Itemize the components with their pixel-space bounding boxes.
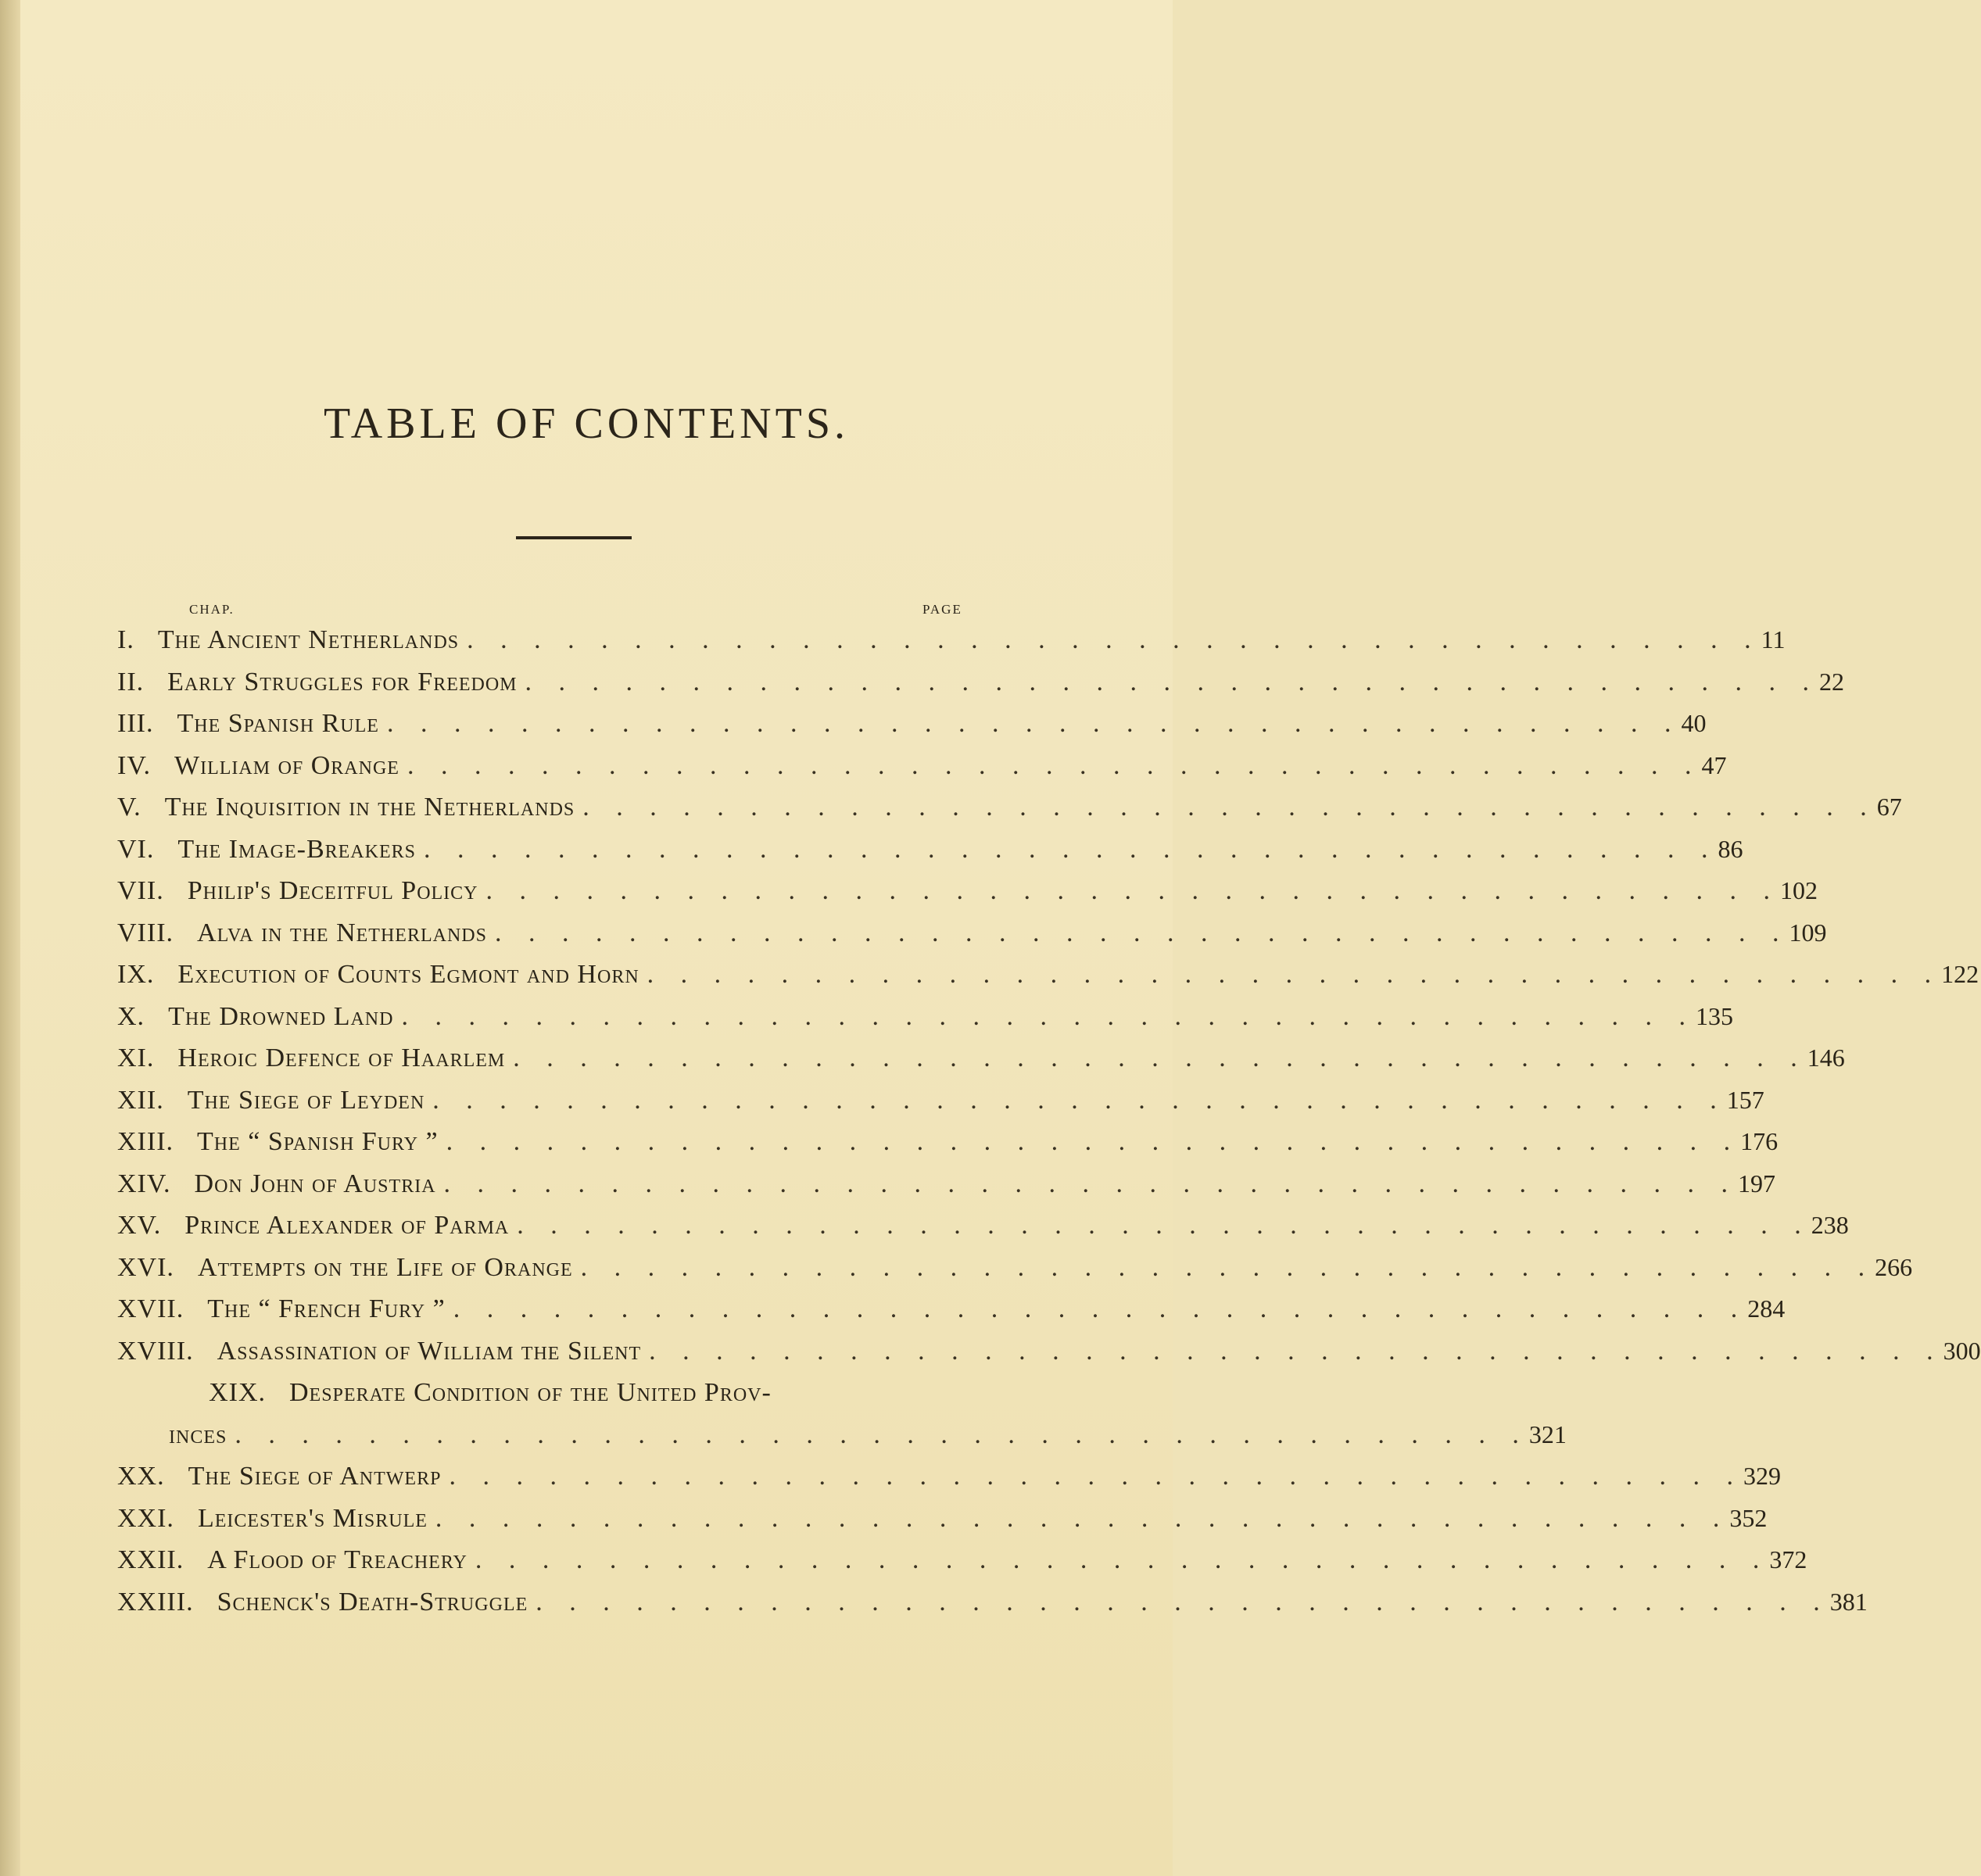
chapter-number: XIII. xyxy=(117,1127,174,1156)
chapter-title: William of Orange xyxy=(174,750,399,780)
chapter-title: Attempts on the Life of Orange xyxy=(197,1252,573,1282)
table-of-contents xyxy=(117,625,1981,1629)
page-number: 146 xyxy=(1807,1044,1845,1072)
page-number: 67 xyxy=(1876,793,1902,821)
chapter-title-cell xyxy=(207,1294,1747,1324)
page-number: 381 xyxy=(1829,1587,1868,1616)
toc-entry xyxy=(117,1336,1981,1379)
chapter-title: Schenck's Death-Struggle xyxy=(217,1587,528,1616)
chapter-number: III. xyxy=(117,709,154,738)
chapter-title-cell xyxy=(198,1253,1875,1283)
page-title: TABLE OF CONTENTS. xyxy=(324,399,849,448)
chapter-title: The Spanish Rule xyxy=(177,709,379,738)
chapter-number: II. xyxy=(117,667,145,696)
chapter-title: The Ancient Netherlands xyxy=(157,625,460,654)
chapter-title-cell xyxy=(188,876,1780,906)
chapter-number: V. xyxy=(117,793,142,822)
chapter-title-cell xyxy=(177,960,1941,990)
page-number: 372 xyxy=(1769,1545,1807,1573)
dot-leader: . . . . . . . . . . . . . . . . . . . . . . . . . . . . . . . . . . . . . . . xyxy=(494,918,1789,947)
dot-leader: . . . . . . . . . . . . . . . . . . . . . . . . . . . . . . . . . . . . . . . xyxy=(513,1044,1807,1072)
dot-leader: . . . . . . . . . . . . . . . . . . . . . . . . . . . . . . . . . . . . . . . xyxy=(449,1462,1743,1491)
dot-leader: . . . . . . . . . . . . . . . . . . . . . . . . . . . . . . . . . . . . . . . xyxy=(432,1085,1727,1115)
page-number: 40 xyxy=(1681,709,1707,737)
toc-entry xyxy=(117,834,1743,877)
dot-leader: . . . . . . . . . . . . . . . . . . . . . . . . . . . . . . . . . . . . . . . xyxy=(386,709,1682,738)
page-number: 47 xyxy=(1701,750,1727,779)
chapter-title: Heroic Defence of Haarlem xyxy=(177,1044,506,1072)
dot-leader: . . . . . . . . . . . . . . . . . . . . . . . . . . . . . . . . . . . . . . . xyxy=(235,1420,1529,1449)
toc-entry xyxy=(117,1545,1807,1588)
page-number: 11 xyxy=(1761,625,1786,653)
dot-leader: . . . . . . . . . . . . . . . . . . . . . . . . . . . . . . . . . . . . . . . xyxy=(580,1252,1875,1282)
chapter-number: IV. xyxy=(117,750,151,780)
dot-leader: . . . . . . . . . . . . . . . . . . . . . . . . . . . . . . . . . . . . . . . xyxy=(475,1545,1770,1574)
chapter-title: Assassination of William the Silent xyxy=(217,1336,642,1366)
chapter-title-cell xyxy=(168,1002,1696,1032)
chapter-number: XIV. xyxy=(117,1169,171,1198)
chapter-number: VI. xyxy=(117,834,155,864)
dot-leader: . . . . . . . . . . . . . . . . . . . . . . . . . . . . . . . . . . . . . . . xyxy=(424,834,1718,864)
toc-entry xyxy=(117,1169,1776,1212)
chapter-number: XVII. xyxy=(117,1294,184,1323)
chapter-title-cell xyxy=(165,793,1877,822)
page-number: 300 xyxy=(1943,1336,1981,1365)
chapter-number: I. xyxy=(117,625,134,654)
toc-entry xyxy=(117,1503,1768,1546)
chapter-title-cell xyxy=(217,1337,1943,1366)
toc-entry xyxy=(117,793,1902,835)
chapter-title: The Drowned Land xyxy=(168,1001,394,1031)
toc-entry xyxy=(117,750,1727,793)
chapter-number: VIII. xyxy=(117,918,174,947)
chapter-title-cell xyxy=(207,1545,1769,1575)
chapter-title-cell xyxy=(158,625,1761,655)
dot-leader: . . . . . . . . . . . . . . . . . . . . . . . . . . . . . . . . . . . . . . . xyxy=(536,1587,1830,1616)
toc-entry xyxy=(117,1127,1779,1169)
chapter-number: IX. xyxy=(117,960,155,989)
chapter-title: Early Struggles for Freedom xyxy=(167,667,518,696)
dot-leader: . . . . . . . . . . . . . . . . . . . . . . . . . . . . . . . . . . . . . . . xyxy=(582,793,1877,822)
chapter-number: XVI. xyxy=(117,1252,174,1282)
toc-entry xyxy=(117,1252,1913,1295)
toc-entry-continuation xyxy=(117,1420,1567,1462)
dot-leader: . . . . . . . . . . . . . . . . . . . . . . . . . . . . . . . . . . . . . . . xyxy=(485,876,1781,905)
page-number: 109 xyxy=(1789,918,1827,947)
chapter-title-cell xyxy=(188,1086,1727,1115)
page-column-heading: PAGE xyxy=(922,602,962,617)
chapter-title: Desperate Condition of the United Prov- xyxy=(289,1378,772,1407)
chapter-title-cell xyxy=(217,1588,1830,1617)
page-number: 321 xyxy=(1528,1420,1567,1448)
dot-leader: . . . . . . . . . . . . . . . . . . . . . . . . . . . . . . . . . . . . . . . xyxy=(649,1336,1943,1366)
chapter-title: The Image-Breakers xyxy=(177,834,416,864)
chapter-title: The “ French Fury ” xyxy=(207,1294,446,1323)
chapter-number: XVIII. xyxy=(117,1336,194,1366)
dot-leader: . . . . . . . . . . . . . . . . . . . . . . . . . . . . . . . . . . . . . . . xyxy=(453,1294,1748,1323)
chapter-title: Execution of Counts Egmont and Horn xyxy=(177,960,639,989)
toc-entry xyxy=(117,918,1827,961)
page-edge xyxy=(0,0,20,1876)
dot-leader: . . . . . . . . . . . . . . . . . . . . . . . . . . . . . . . . . . . . . . . xyxy=(401,1001,1696,1031)
toc-entry xyxy=(117,1044,1845,1086)
chapter-number: XXI. xyxy=(117,1503,174,1533)
chapter-title: Prince Alexander of Parma xyxy=(184,1211,510,1240)
toc-entry xyxy=(117,1001,1733,1044)
dot-leader: . . . . . . . . . . . . . . . . . . . . . . . . . . . . . . . . . . . . . . . xyxy=(517,1211,1811,1240)
chapter-title: The “ Spanish Fury ” xyxy=(197,1127,439,1156)
chapter-number: XII. xyxy=(117,1085,164,1115)
dot-leader: . . . . . . . . . . . . . . . . . . . . . . . . . . . . . . . . . . . . . . . xyxy=(443,1169,1739,1198)
chapter-title: A Flood of Treachery xyxy=(207,1545,467,1574)
chapter-title-cell xyxy=(167,668,1819,697)
toc-entry xyxy=(117,1587,1868,1630)
chapter-title: Don John of Austria xyxy=(194,1169,436,1198)
dot-leader: . . . . . . . . . . . . . . . . . . . . . . . . . . . . . . . . . . . . . . . xyxy=(647,960,1942,989)
chapter-title-cell xyxy=(198,1504,1729,1534)
page-number: 329 xyxy=(1743,1462,1781,1490)
chapter-title-cell xyxy=(174,751,1701,781)
toc-entry xyxy=(117,1085,1764,1128)
chapter-title: Leicester's Misrule xyxy=(197,1503,428,1533)
chapter-title-cell xyxy=(177,709,1681,739)
chapter-title-cell xyxy=(177,1044,1807,1073)
chapter-title-cell xyxy=(141,1420,1529,1450)
toc-entry xyxy=(117,1462,1781,1504)
page-number: 197 xyxy=(1738,1169,1776,1198)
chapter-title-cell xyxy=(188,1462,1743,1491)
chapter-title-cell xyxy=(197,918,1789,948)
chapter-column-heading: CHAP. xyxy=(189,602,235,617)
chapter-number: XXIII. xyxy=(117,1587,194,1616)
chapter-title-cell xyxy=(177,835,1718,865)
page-number: 157 xyxy=(1726,1085,1764,1114)
chapter-number: XIX. xyxy=(209,1378,266,1407)
page-number: 102 xyxy=(1780,876,1818,904)
toc-entry xyxy=(117,625,1786,668)
toc-entry xyxy=(117,1211,1849,1253)
toc-entry xyxy=(117,1294,1786,1337)
chapter-number: XI. xyxy=(117,1044,155,1072)
toc-entry xyxy=(117,960,1979,1002)
chapter-title-cell xyxy=(195,1169,1738,1199)
dot-leader: . . . . . . . . . . . . . . . . . . . . . . . . . . . . . . . . . . . . . . . xyxy=(525,667,1820,696)
toc-entry xyxy=(117,667,1845,710)
chapter-title: The Inquisition in the Netherlands xyxy=(164,793,575,822)
chapter-number: XX. xyxy=(117,1462,165,1491)
dot-leader: . . . . . . . . . . . . . . . . . . . . . . . . . . . . . . . . . . . . . . . xyxy=(446,1127,1741,1156)
dot-leader: . . . . . . . . . . . . . . . . . . . . . . . . . . . . . . . . . . . . . . . xyxy=(435,1503,1730,1533)
page-number: 22 xyxy=(1819,667,1845,696)
chapter-number: VII. xyxy=(117,876,164,905)
chapter-title-cell xyxy=(184,1211,1811,1241)
chapter-title-cell xyxy=(289,1378,954,1408)
title-rule xyxy=(516,536,632,539)
chapter-number: XXII. xyxy=(117,1545,184,1574)
page-number: 284 xyxy=(1747,1294,1786,1323)
page-number: 135 xyxy=(1695,1001,1733,1030)
page-number: 86 xyxy=(1718,834,1743,863)
dot-leader: . . . . . . . . . . . . . . . . . . . . . . . . . . . . . . . . . . . . . . . xyxy=(467,625,1761,654)
page-number: 266 xyxy=(1875,1252,1913,1281)
dot-leader: . . . . . . . . . . . . . . . . . . . . . . . . . . . . . . . . . . . . . . . xyxy=(407,750,1702,780)
chapter-title: Alva in the Netherlands xyxy=(197,918,487,947)
page-number: 176 xyxy=(1740,1127,1779,1155)
chapter-number: XV. xyxy=(117,1211,162,1240)
chapter-title: The Siege of Leyden xyxy=(187,1085,425,1115)
chapter-title: The Siege of Antwerp xyxy=(188,1462,442,1491)
page-number: 352 xyxy=(1729,1503,1768,1532)
toc-entry xyxy=(117,1378,1008,1420)
page-number: 122 xyxy=(1941,960,1979,988)
page-number: 238 xyxy=(1811,1211,1849,1239)
toc-entry xyxy=(117,876,1818,918)
chapter-number: X. xyxy=(117,1001,145,1031)
chapter-title: Philip's Deceitful Policy xyxy=(187,876,478,905)
toc-entry xyxy=(117,709,1707,751)
chapter-title-cell xyxy=(197,1127,1740,1157)
chapter-title-continuation: inces xyxy=(169,1420,227,1449)
